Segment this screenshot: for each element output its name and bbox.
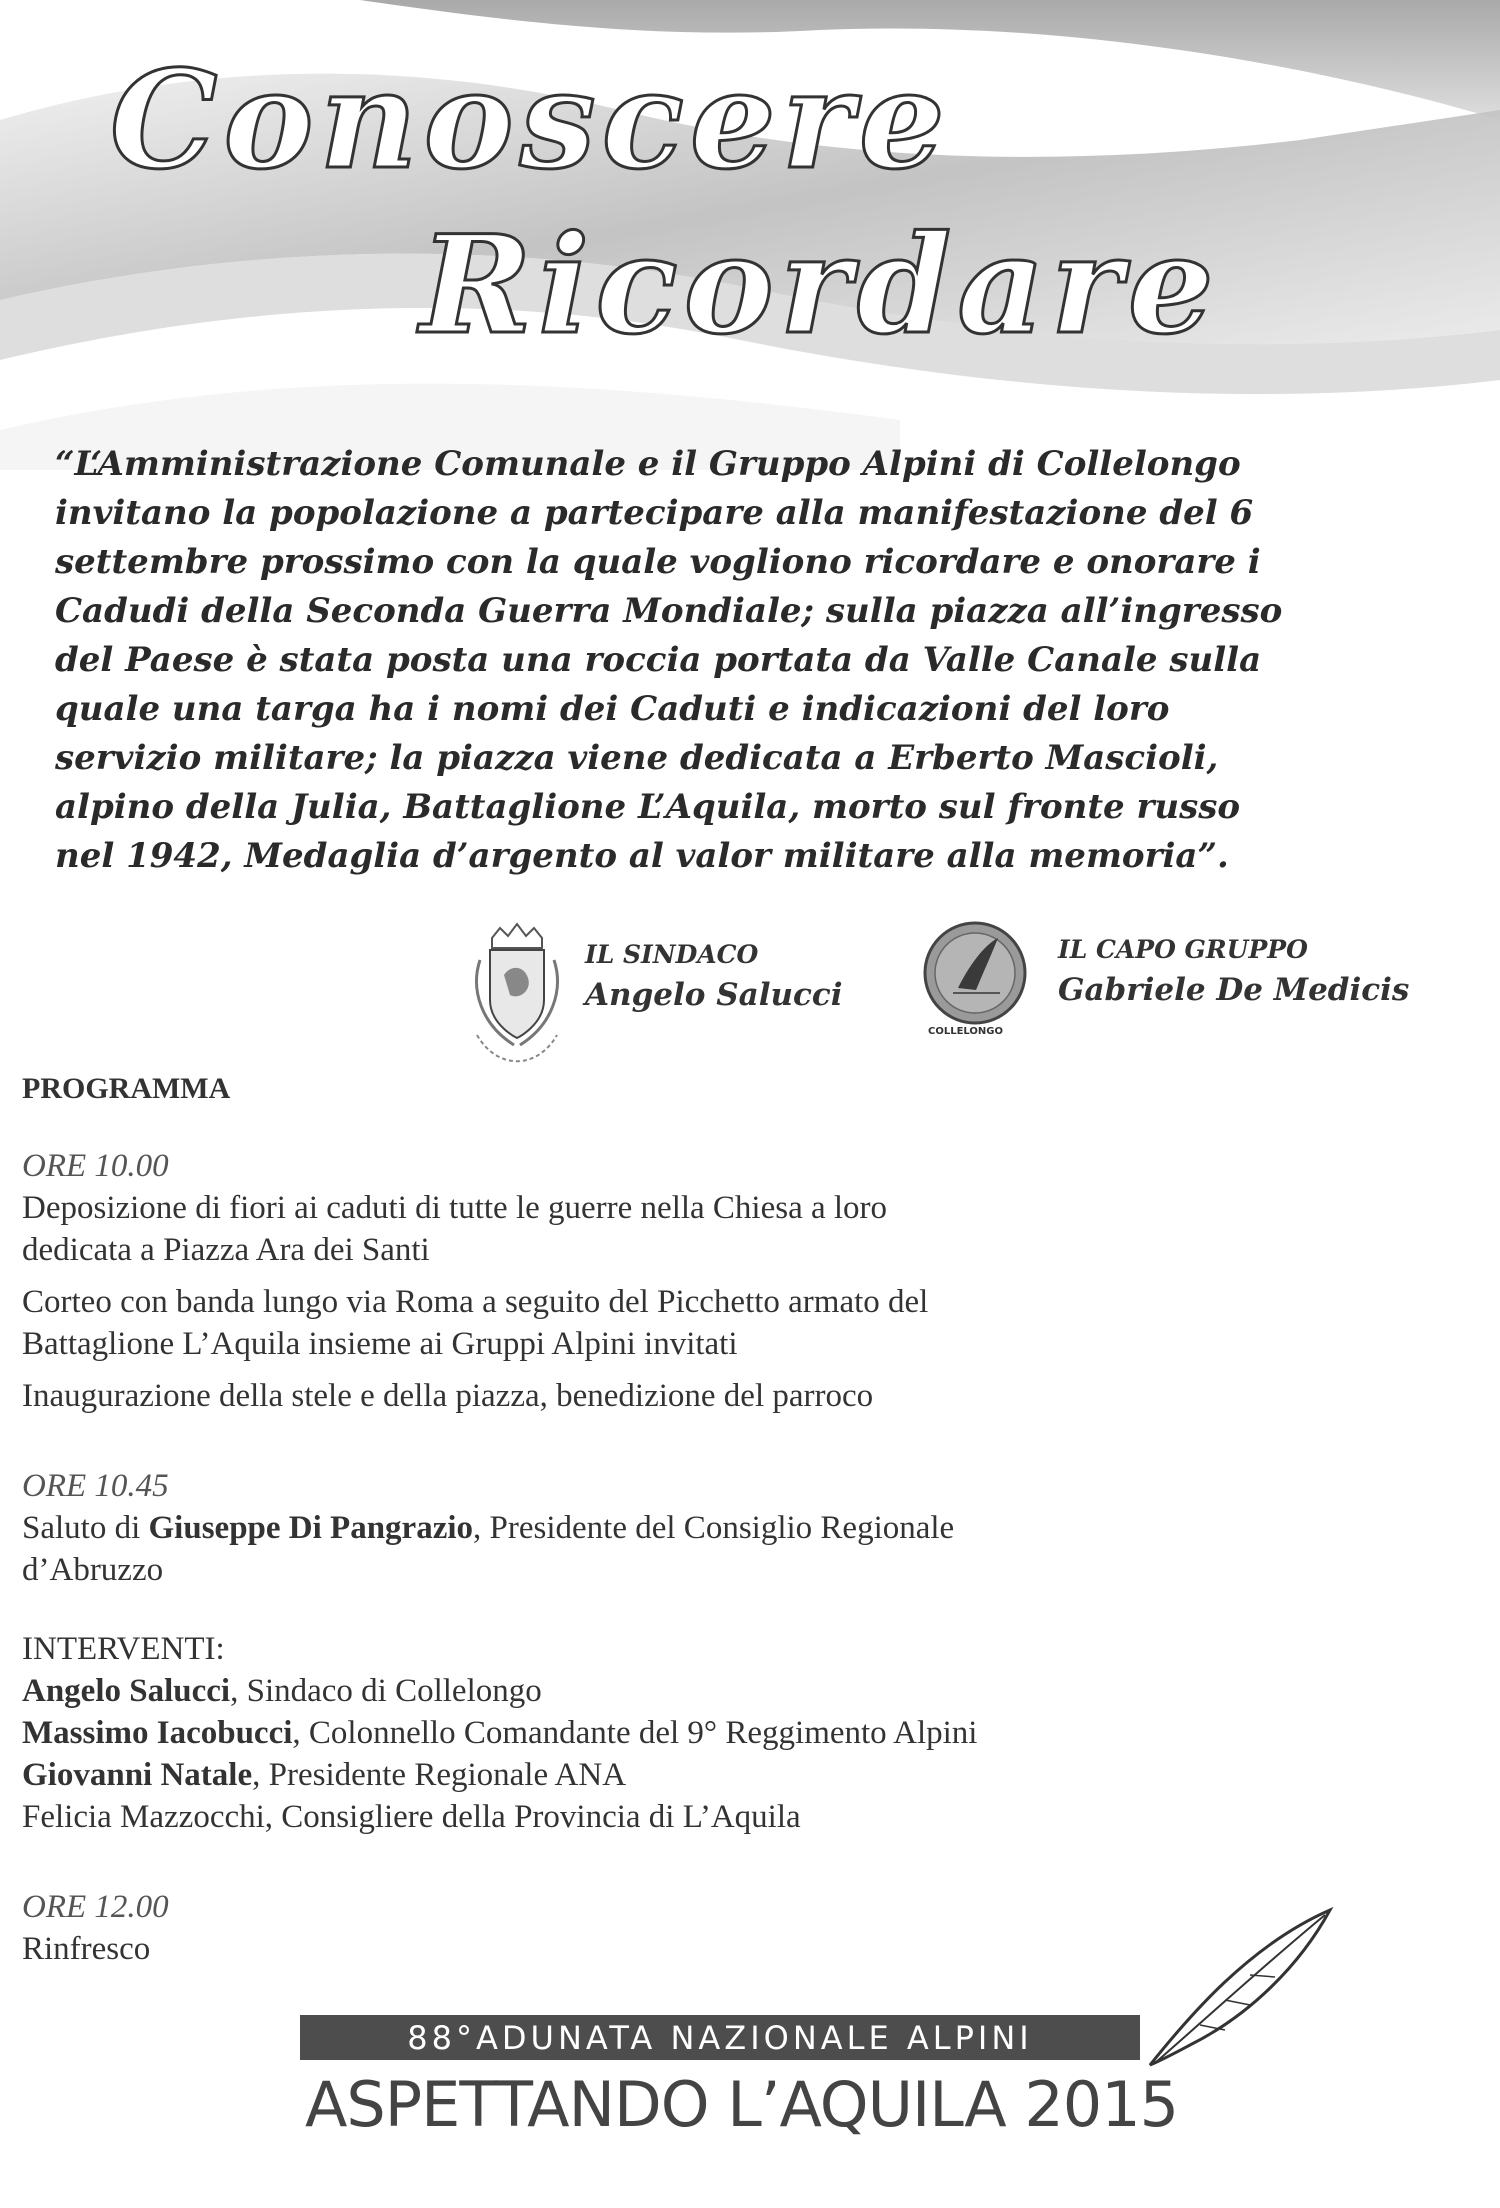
intervento-name: Felicia Mazzocchi,: [22, 1799, 274, 1835]
aspettando-title: ASPETTANDO L’AQUILA 2015: [305, 2068, 1179, 2141]
program-line: Battaglione L’Aquila insieme ai Gruppi Alpini invitati: [22, 1326, 738, 1362]
intro-line: del Paese è stata posta una roccia portata da Valle Canale sulla: [55, 640, 1262, 680]
intervento-role: Consigliere della Provincia di L’Aquila: [273, 1799, 801, 1835]
intervento-row: [22, 1670, 1462, 1712]
block-interventi: [22, 1628, 1462, 1838]
intro-line: servizio militare; la piazza viene dedicata a Erberto Mascioli,: [55, 738, 1219, 778]
signature-capo-gruppo: [1058, 935, 1409, 1008]
sindaco-role: IL SINDACO: [585, 940, 759, 969]
intro-line: Cadudi della Seconda Guerra Mondiale; sulla piazza all’ingresso: [55, 591, 1283, 631]
title-ricordare: Ricordare: [420, 205, 1220, 364]
intro-paragraph: [55, 440, 1455, 881]
programma-heading: PROGRAMMA: [22, 1072, 231, 1105]
program-line: Deposizione di fiori ai caduti di tutte le guerre nella Chiesa a loro: [22, 1190, 888, 1226]
intro-line: settembre prossimo con la quale vogliono ricordare e onorare i: [55, 542, 1261, 582]
time-label: ORE 12.00: [22, 1889, 169, 1925]
capo-gruppo-name: Gabriele De Medicis: [1058, 972, 1410, 1008]
intervento-name: Giovanni Natale: [22, 1757, 253, 1793]
saluto-role: , Presidente del Consiglio Regionale: [473, 1510, 955, 1546]
intervento-row: [22, 1712, 1462, 1754]
saluto-name: Giuseppe Di Pangrazio: [148, 1510, 474, 1546]
logo-caption: COLLELONGO: [928, 1026, 1004, 1037]
program-line: [22, 1507, 1462, 1549]
feather-quill-icon: [1130, 1905, 1340, 2075]
title-conoscere: Conoscere: [110, 40, 951, 199]
intervento-role: , Sindaco di Collelongo: [230, 1673, 542, 1709]
intervento-row: [22, 1754, 1462, 1796]
intro-line: nel 1942, Medaglia d’argento al valor militare alla memoria”.: [55, 836, 1229, 876]
program-line: Corteo con banda lungo via Roma a seguito del Picchetto armato del: [22, 1284, 929, 1320]
intro-line: quale una targa ha i nomi dei Caduti e indicazioni del loro: [55, 689, 1170, 729]
program-line: Inaugurazione della stele e della piazza, benedizione del parroco: [22, 1378, 874, 1414]
adunata-banner: 88°ADUNATA NAZIONALE ALPINI: [300, 2015, 1140, 2060]
time-label: ORE 10.45: [22, 1468, 169, 1504]
intro-line: “L‘Amministrazione Comunale e il Gruppo Alpini di Collelongo: [55, 444, 1241, 484]
intervento-name: Massimo Iacobucci: [22, 1715, 293, 1751]
intro-line: alpino della Julia, Battaglione L’Aquila, morto sul fronte russo: [55, 787, 1241, 827]
signature-sindaco: [585, 940, 843, 1013]
capo-gruppo-role: IL CAPO GRUPPO: [1058, 935, 1308, 964]
interventi-heading: INTERVENTI:: [22, 1631, 225, 1667]
program-line: Rinfresco: [22, 1931, 151, 1967]
programma-section: [22, 1068, 1462, 1110]
intervento-row: [22, 1796, 1462, 1838]
block-ore-10-45: [22, 1465, 1462, 1591]
intervento-name: Angelo Salucci: [22, 1673, 231, 1709]
saluto-prefix: Saluto di: [22, 1510, 149, 1546]
intervento-role: , Presidente Regionale ANA: [252, 1757, 627, 1793]
sindaco-name: Angelo Salucci: [585, 977, 843, 1013]
intervento-role: , Colonnello Comandante del 9° Reggimento Alpini: [292, 1715, 978, 1751]
program-line: d’Abruzzo: [22, 1552, 164, 1588]
program-line: dedicata a Piazza Ara dei Santi: [22, 1232, 430, 1268]
block-ore-10-00: [22, 1145, 1462, 1417]
intro-line: invitano la popolazione a partecipare alla manifestazione del 6: [55, 493, 1254, 533]
time-label: ORE 10.00: [22, 1148, 169, 1184]
coat-of-arms-icon: [462, 920, 572, 1075]
